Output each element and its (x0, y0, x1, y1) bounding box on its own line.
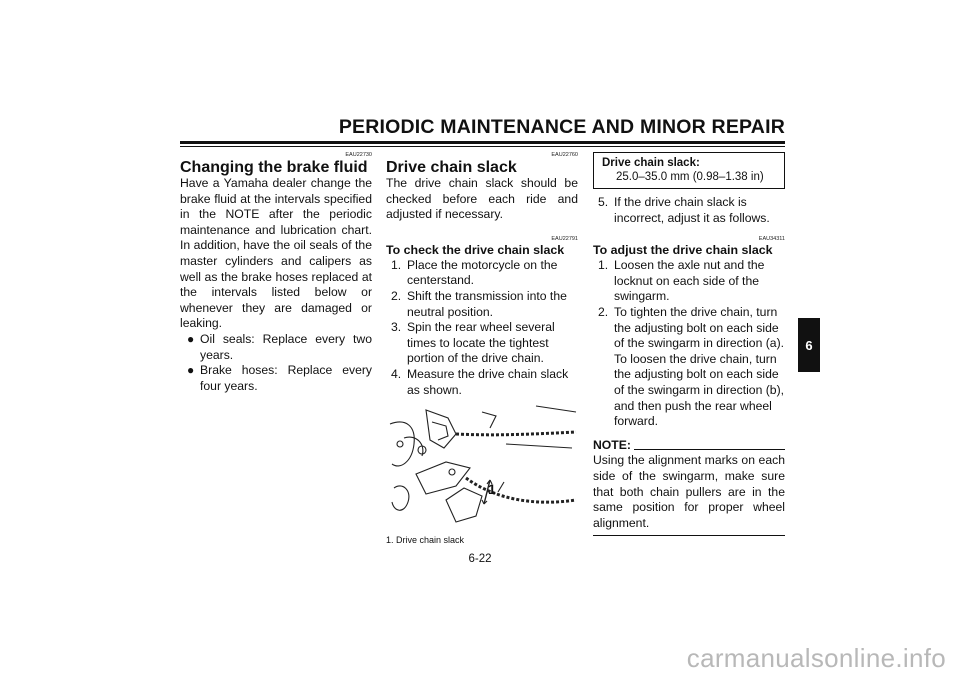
step-text: To tighten the drive chain, turn the adjusting bolt on each side of the swingarm in direction (a). To loosen the drive chain, turn the adjusting bolt on each side of the swingarm in direction (b), and then push the rear wheel forward. (614, 304, 785, 429)
header-rule-thin (180, 146, 785, 147)
step-number: 1. (598, 258, 609, 273)
column-brake-fluid (180, 152, 372, 394)
section-heading: Drive chain slack (386, 159, 517, 176)
section-code: EAU22730 (345, 152, 372, 158)
bullet-text: Brake hoses: Replace every four years. (200, 363, 372, 393)
note-header (593, 438, 785, 454)
step-item (593, 195, 785, 226)
page-number: 6-22 (468, 553, 492, 565)
step-item (386, 258, 578, 289)
chapter-tab: 6 (798, 318, 820, 372)
step-list (386, 258, 578, 398)
drive-chain-drawing (386, 404, 578, 534)
bullet-icon: ● (187, 363, 195, 378)
subsection-code: EAU22791 (551, 235, 578, 242)
spec-box (593, 152, 785, 189)
subsection-code: EAU34311 (758, 236, 785, 243)
section-body: Have a Yamaha dealer change the brake fluid at the intervals specified in the NOTE after the periodic maintenance and lubrication chart. In addition, have the oil seals of the master cylinders and calipers as well as the brake hoses replaced at the intervals listed below or whenever they are damaged or leaking. (180, 176, 372, 331)
step-text: Spin the rear wheel several times to locate the tightest portion of the drive chain. (407, 320, 555, 366)
step-number: 1. (391, 257, 402, 272)
figure-caption: 1. Drive chain slack (386, 535, 465, 546)
section-body: The drive chain slack should be checked before each ride and adjusted if necessary. (386, 176, 578, 222)
section-code: EAU22760 (551, 152, 578, 158)
step-item (386, 367, 578, 398)
step-number: 2. (391, 288, 402, 303)
step-text: Measure the drive chain slack as shown. (407, 366, 569, 397)
bullet-item (180, 332, 372, 363)
step-text: If the drive chain slack is incorrect, adjust it as follows. (614, 195, 770, 225)
note-text: Using the alignment marks on each side of the swingarm, make sure that both chain pullers are in the same position for proper wheel alignment. (593, 453, 785, 530)
spec-value: 25.0–35.0 mm (0.98–1.38 in) (616, 171, 764, 183)
spec-label: Drive chain slack: (602, 157, 700, 169)
bullet-icon: ● (187, 331, 195, 346)
step-text: Loosen the axle nut and the locknut on each side of the swingarm. (614, 258, 765, 304)
page-header-title: PERIODIC MAINTENANCE AND MINOR REPAIR (338, 116, 785, 138)
header-rule-thick (180, 141, 785, 144)
step-list (593, 195, 785, 226)
step-number: 4. (391, 366, 402, 381)
note-end-rule (593, 535, 785, 536)
step-number: 3. (391, 320, 402, 335)
step-item (593, 305, 785, 430)
column-drive-chain (386, 152, 578, 546)
watermark: carmanualsonline.info (686, 643, 946, 673)
column-adjust-chain (593, 152, 785, 536)
step-item (593, 258, 785, 305)
step-number: 2. (598, 304, 609, 319)
bullet-item (180, 363, 372, 394)
note-rule (634, 449, 785, 450)
figure-callout: 1 (488, 481, 496, 498)
step-item (386, 289, 578, 320)
note-label: NOTE: (593, 437, 631, 452)
step-text: Place the motorcycle on the centerstand. (407, 257, 558, 288)
subsection-heading: To check the drive chain slack (386, 242, 565, 257)
drive-chain-illustration (386, 404, 578, 534)
bullet-text: Oil seals: Replace every two years. (200, 331, 372, 362)
step-text: Shift the transmission into the neutral position. (407, 288, 567, 319)
subsection-heading: To adjust the drive chain slack (593, 243, 773, 258)
step-list (593, 258, 785, 430)
step-number: 5. (598, 195, 609, 209)
bullet-list (180, 332, 372, 394)
section-heading: Changing the brake fluid (180, 159, 368, 176)
step-item (386, 320, 578, 367)
